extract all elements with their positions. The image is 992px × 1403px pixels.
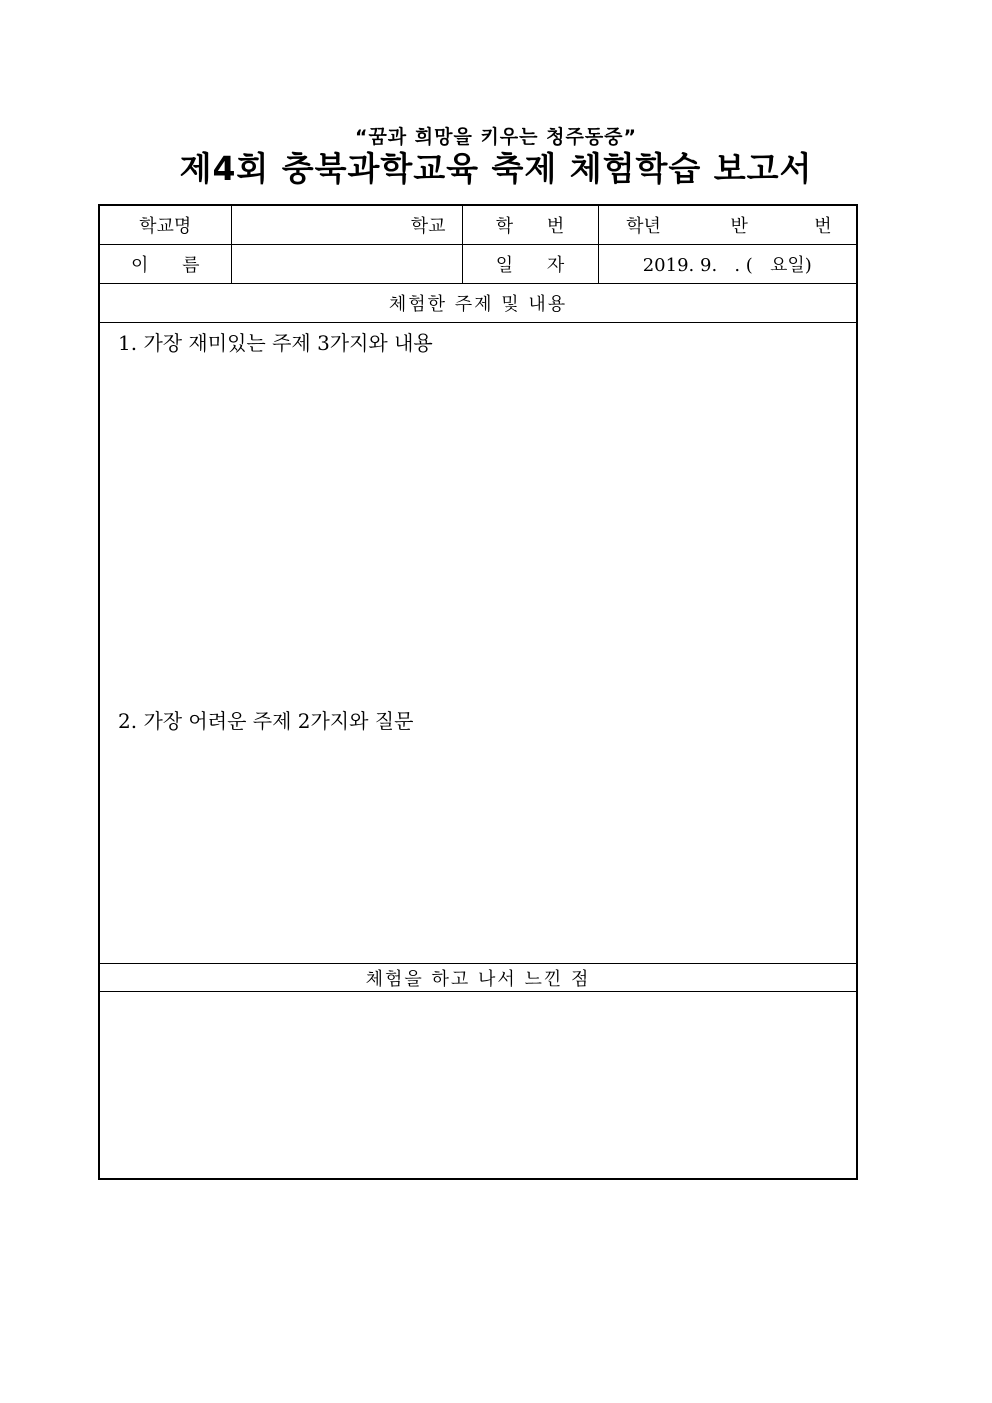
section1-answer-area[interactable] [99, 323, 857, 964]
grade-class-number-field[interactable] [598, 205, 857, 245]
student-no-label: 학 번 [462, 205, 598, 245]
report-form-table [98, 204, 858, 1180]
name-field[interactable] [231, 245, 462, 284]
date-label: 일 자 [462, 245, 598, 284]
school-suffix: 학교 [410, 216, 446, 237]
question-2: 2. 가장 어려운 주제 2가지와 질문 [118, 709, 414, 733]
section2-header-row [99, 964, 857, 992]
number-label: 번 [814, 216, 832, 237]
form-row-school [99, 205, 857, 245]
form-row-name [99, 245, 857, 284]
school-field[interactable] [231, 205, 462, 245]
slogan: “꿈과 희망을 키우는 청주동중” [354, 126, 638, 148]
page-title: 제4회 충북과학교육 축제 체험학습 보고서 [179, 149, 813, 188]
section1-body-row [99, 323, 857, 964]
school-label: 학교명 [99, 205, 231, 245]
grade-label: 학년 [626, 216, 661, 237]
section1-title: 체험한 주제 및 내용 [99, 284, 857, 323]
name-label: 이 름 [99, 245, 231, 284]
section2-title: 체험을 하고 나서 느낀 점 [99, 964, 857, 992]
section2-answer-area[interactable] [99, 992, 857, 1180]
section2-body-row [99, 992, 857, 1180]
section1-header-row [99, 284, 857, 323]
class-label: 반 [730, 216, 748, 237]
date-field[interactable]: 2019. 9. . ( 요일) [598, 245, 857, 284]
question-1: 1. 가장 재미있는 주제 3가지와 내용 [118, 331, 433, 355]
